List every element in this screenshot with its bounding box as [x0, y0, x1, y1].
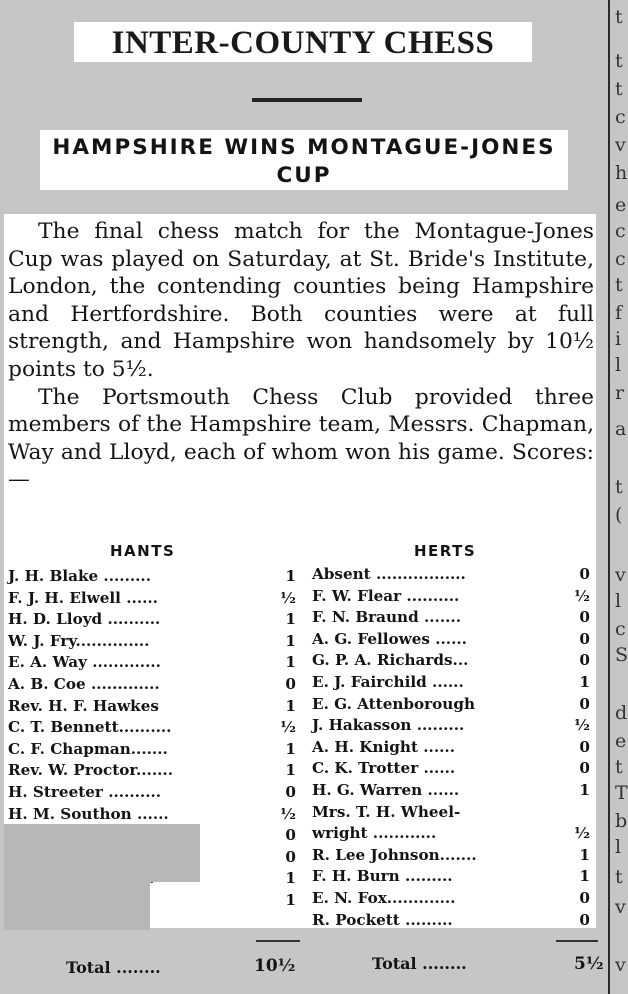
player-row [312, 910, 590, 931]
player-row [312, 780, 590, 801]
player-name: A. G. Fellowes ...... [312, 629, 467, 648]
player-name: F. J. H. Elwell ...... [8, 588, 158, 607]
total-rule [256, 940, 300, 942]
article-paragraph: The final chess match for the Montague-Jones Cup was played on Saturday, at St. Bride's Institute, London, the contending counties being Hampshire and Hertfordshire. Both counties were at full strength, and Hampshire won handsomely by 10½ points to 5½. [8, 219, 594, 382]
player-name: G. P. A. Richards... [312, 651, 469, 670]
player-score: 1 [579, 867, 590, 886]
hants-total: 10½ [254, 956, 296, 976]
player-score: 1 [285, 696, 296, 715]
player-name: F. W. Flear .......... [312, 586, 460, 605]
player-score: ½ [574, 716, 590, 735]
player-name: E. G. Attenborough [312, 694, 475, 713]
player-score: 1 [285, 869, 296, 888]
player-score: 1 [285, 631, 296, 650]
herts-total-label: Total ........ [372, 954, 467, 973]
player-name: J. Hakasson ......... [312, 716, 465, 735]
player-score: ½ [280, 804, 296, 823]
player-name: R. Pockett ......... [312, 910, 453, 929]
subheadline: HAMPSHIRE WINS MONTAGUE-JONES CUP [40, 130, 568, 190]
player-name: H. G. Warren ...... [312, 781, 460, 799]
player-score: 1 [285, 739, 296, 758]
player-score: 0 [579, 759, 590, 778]
player-name: F. N. Braund ....... [312, 608, 461, 627]
player-name: H. M. Southon ...... [8, 804, 169, 823]
player-score: ½ [574, 586, 590, 605]
player-score: 1 [285, 653, 296, 672]
player-score: 0 [285, 783, 296, 801]
player-row [312, 672, 590, 693]
player-score: 0 [579, 651, 590, 670]
player-score: 0 [579, 737, 590, 756]
player-row [312, 650, 590, 671]
player-row [312, 888, 590, 909]
herts-total: 5½ [574, 954, 604, 974]
player-row [8, 566, 296, 587]
headline-divider [252, 98, 362, 102]
player-score: 1 [579, 673, 590, 691]
player-score: ½ [574, 824, 590, 843]
player-name: R. Lee Johnson....... [312, 845, 477, 864]
player-score: 1 [579, 845, 590, 864]
player-name: E. J. Fairchild ...... [312, 673, 464, 691]
player-row [8, 782, 296, 803]
total-rule [556, 940, 598, 942]
player-name: Absent ................. [312, 565, 466, 583]
player-score: 0 [579, 608, 590, 627]
player-score: 1 [285, 567, 296, 585]
player-row [312, 823, 590, 844]
player-score: 0 [579, 565, 590, 583]
player-score: 0 [579, 629, 590, 648]
player-row [312, 694, 590, 715]
column-rule [608, 0, 610, 994]
player-score: 0 [579, 910, 590, 929]
player-row [8, 652, 296, 673]
player-name: C. T. Bennett.......... [8, 718, 172, 737]
adjacent-column-fragment: t t t c v h e c c t f i l r a t ( v l c S d e t T b l t v v [615, 6, 628, 976]
player-row [8, 804, 296, 825]
player-row [312, 564, 590, 585]
player-row [312, 629, 590, 650]
player-name: J. H. Blake ......... [8, 567, 152, 585]
player-row [312, 802, 590, 823]
totals-row [4, 930, 604, 994]
player-row [8, 674, 296, 695]
player-row [8, 696, 296, 717]
player-name: A. B. Coe ............. [8, 675, 160, 693]
article-paragraph: The Portsmouth Chess Club provided three members of the Hampshire team, Messrs. Chapman, Way and Lloyd, each of whom won his game. Scores:— [8, 384, 594, 493]
player-score: 1 [285, 610, 296, 629]
player-name: E. A. Way ............. [8, 653, 161, 672]
player-name: Rev. H. F. Hawkes [8, 696, 159, 715]
player-row [8, 760, 296, 781]
player-name: C. K. Trotter ...... [312, 759, 456, 778]
player-score: 0 [285, 826, 296, 845]
player-row [8, 631, 296, 652]
player-name: F. H. Burn ......... [312, 867, 453, 886]
hants-total-label: Total ........ [66, 958, 161, 977]
player-row [312, 586, 590, 607]
player-row [8, 609, 296, 630]
player-row [312, 715, 590, 736]
headline: INTER-COUNTY CHESS [74, 22, 532, 62]
player-row [8, 717, 296, 738]
herts-heading: HERTS [414, 542, 477, 560]
player-name: H. Streeter .......... [8, 783, 162, 801]
player-name: Rev. W. Proctor....... [8, 761, 173, 780]
player-score: 0 [285, 847, 296, 866]
player-row [312, 607, 590, 628]
player-name: Mrs. T. H. Wheel- [312, 802, 461, 821]
player-row [312, 737, 590, 758]
player-score: 1 [285, 891, 296, 909]
player-name: wright ............ [312, 824, 437, 843]
print-smudge [4, 882, 150, 930]
player-score: ½ [280, 588, 296, 607]
player-name: A. H. Knight ...... [312, 737, 455, 756]
player-score: 0 [579, 889, 590, 907]
player-name: E. N. Fox............. [312, 889, 456, 907]
player-name: H. D. Lloyd .......... [8, 610, 161, 629]
player-row [8, 739, 296, 760]
player-row [312, 758, 590, 779]
player-score: ½ [280, 718, 296, 737]
article-body [4, 214, 596, 530]
player-row [8, 588, 296, 609]
player-score: 0 [579, 694, 590, 713]
player-score: 1 [285, 761, 296, 780]
player-row [312, 845, 590, 866]
hants-heading: HANTS [110, 542, 176, 560]
player-name: W. J. Fry.............. [8, 631, 150, 650]
player-name: C. F. Chapman....... [8, 739, 168, 758]
player-score: 1 [579, 781, 590, 799]
player-score: 0 [285, 675, 296, 693]
player-row [312, 866, 590, 887]
print-smudge [4, 824, 200, 882]
